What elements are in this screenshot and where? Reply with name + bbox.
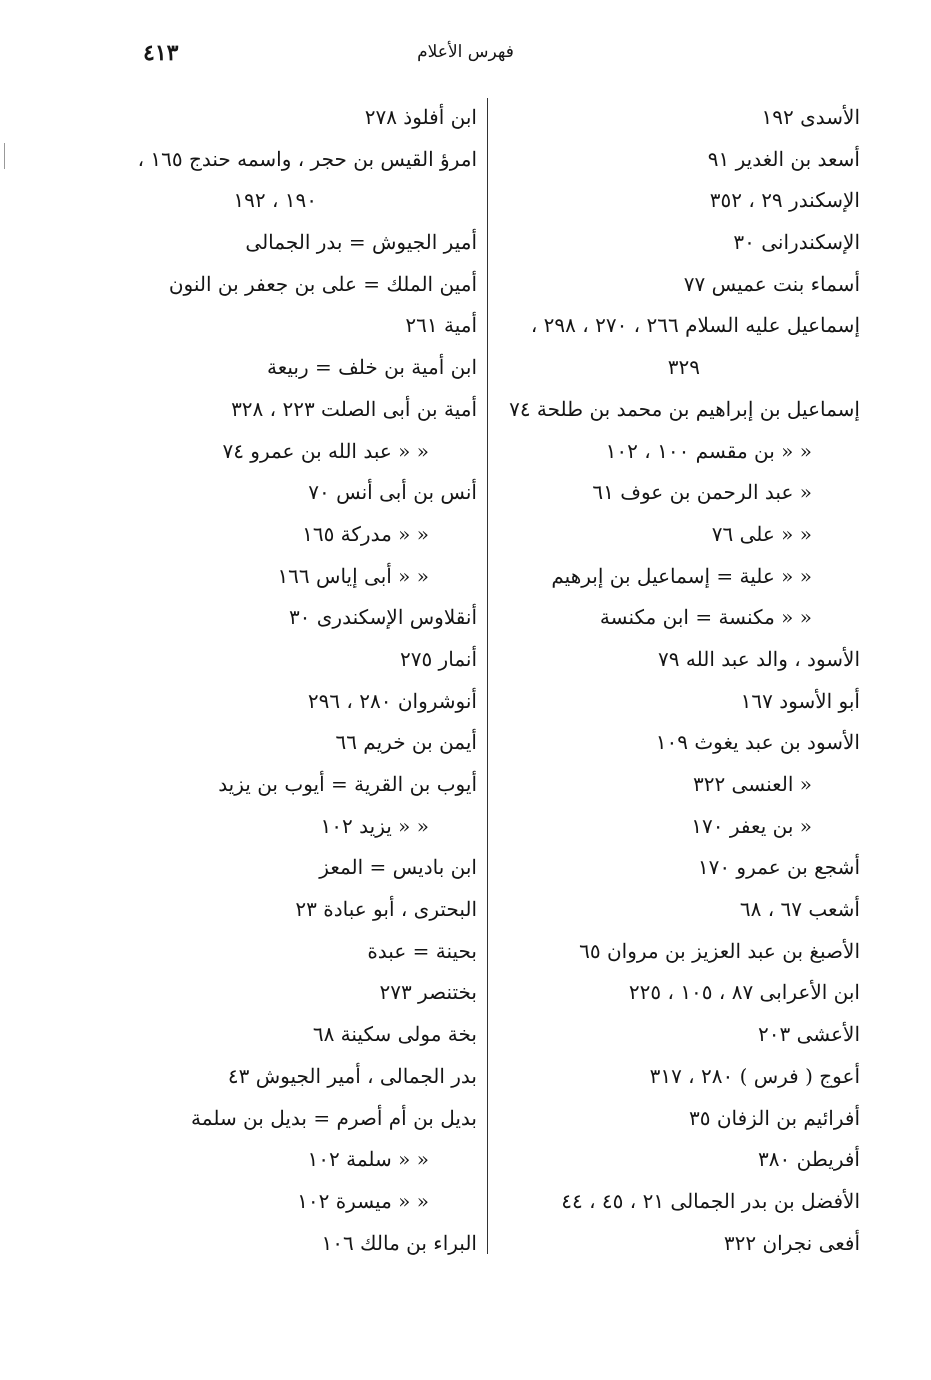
index-column-left [105, 97, 477, 1264]
index-entry: أفرائيم بن الزفان ٣٥ [689, 1105, 860, 1130]
index-entry: « « ميسرة ١٠٢ [297, 1188, 429, 1213]
index-entry: ابن أمية بن خلف = ربيعة [266, 355, 477, 380]
index-entry: أبو الأسود ١٦٧ [740, 688, 860, 713]
index-entry: « « علية = إسماعيل بن إبرهيم [551, 563, 812, 588]
index-entry: أنس بن أبى أنس ٧٠ [308, 480, 477, 505]
index-entry: ١٩٠ ، ١٩٢ [233, 188, 317, 213]
index-entry: بحينة = عبدة [367, 938, 477, 963]
index-entry: أمين الملك = على بن جعفر بن النون [168, 271, 477, 296]
index-entry: أمية ٢٦١ [405, 313, 477, 338]
index-column-right [500, 97, 860, 1264]
index-entry: ابن الأعرابى ٨٧ ، ١٠٥ ، ٢٢٥ [628, 980, 860, 1005]
index-entry: الأعشى ٢٠٣ [758, 1022, 860, 1047]
index-entry: « « مدركة ١٦٥ [302, 521, 429, 546]
index-entry: أنمار ٢٧٥ [399, 646, 477, 671]
index-entry: الإسكندر ٢٩ ، ٣٥٢ [709, 188, 860, 213]
index-entry: « بن يعفر ١٧٠ [691, 813, 812, 838]
index-entry: « « على ٧٦ [711, 521, 812, 546]
index-entry: ٣٢٩ [667, 355, 700, 380]
index-entry: أشعب ٦٧ ، ٦٨ [739, 897, 860, 922]
index-entry: ابن باديس = المعز [319, 855, 477, 880]
index-entry: الإسكندرانى ٣٠ [733, 230, 860, 255]
running-title: فهرس الأعلام [417, 42, 514, 62]
index-entry: بختنصر ٢٧٣ [379, 980, 477, 1005]
index-entry: أشجع بن عمرو ١٧٠ [697, 855, 860, 880]
index-entry: « « أبى إياس ١٦٦ [277, 563, 429, 588]
index-entry: أمية بن أبى الصلت ٢٢٣ ، ٣٢٨ [231, 396, 477, 421]
index-entry: أيمن بن خريم ٦٦ [335, 730, 477, 755]
index-entry: أعوج ( فرس ) ٢٨٠ ، ٣١٧ [649, 1063, 860, 1088]
index-entry: أسماء بنت عميس ٧٧ [683, 271, 860, 296]
index-entry: « « يزيد ١٠٢ [320, 813, 429, 838]
index-entry: بدر الجمالى ، أمير الجيوش ٤٣ [227, 1063, 477, 1088]
index-entry: « عبد الرحمن بن عوف ٦١ [592, 480, 812, 505]
index-entry: امرؤ القيس بن حجر ، واسمه حندج ١٦٥ ، [137, 146, 477, 171]
index-entry: « « بن مقسم ١٠٠ ، ١٠٢ [605, 438, 812, 463]
index-entry: إسماعيل عليه السلام ٢٦٦ ، ٢٧٠ ، ٢٩٨ ، [530, 313, 860, 338]
index-entry: « « سلمة ١٠٢ [307, 1147, 429, 1172]
index-entry: بخة مولى سكينة ٦٨ [312, 1022, 477, 1047]
index-entry: إسماعيل بن إبراهيم بن محمد بن طلحة ٧٤ [509, 396, 860, 421]
index-entry: أنقلاوس الإسكندرى ٣٠ [288, 605, 477, 630]
index-entry: أفريطن ٣٨٠ [758, 1147, 860, 1172]
index-entry: ابن أفلوذ ٢٧٨ [364, 105, 477, 129]
index-entry: الأسدى ١٩٢ [761, 105, 860, 129]
index-entry: أفعى نجران ٣٢٢ [723, 1230, 860, 1255]
index-entry: البحترى ، أبو عبادة ٢٣ [295, 897, 477, 922]
index-entry: الأفضل بن بدر الجمالى ٢١ ، ٤٥ ، ٤٤ [561, 1188, 860, 1213]
index-entry: الأصبغ بن عبد العزيز بن مروان ٦٥ [579, 938, 860, 963]
margin-mark [4, 143, 5, 169]
index-entry: أمير الجيوش = بدر الجمالى [245, 230, 477, 255]
index-entry: أنوشروان ٢٨٠ ، ٢٩٦ [307, 688, 477, 713]
column-divider [487, 98, 488, 1254]
index-entry: الأسود ، والد عبد الله ٧٩ [658, 646, 860, 671]
index-entry: « العنسى ٣٢٢ [692, 772, 812, 796]
index-entry: الأسود بن عبد يغوث ١٠٩ [655, 730, 860, 755]
index-entry: « « عبد الله بن عمرو ٧٤ [222, 438, 429, 463]
index-entry: أسعد بن الغدير ٩١ [707, 146, 860, 171]
index-entry: أيوب بن القرية = أيوب بن يزيد [218, 772, 477, 796]
index-entry: بديل بن أم أصرم = بديل بن سلمة [191, 1105, 477, 1130]
index-entry: البراء بن مالك ١٠٦ [321, 1230, 477, 1255]
page-number: ٤١٣ [143, 40, 179, 66]
index-entry: « « مكنسة = ابن مكنسة [599, 605, 812, 630]
